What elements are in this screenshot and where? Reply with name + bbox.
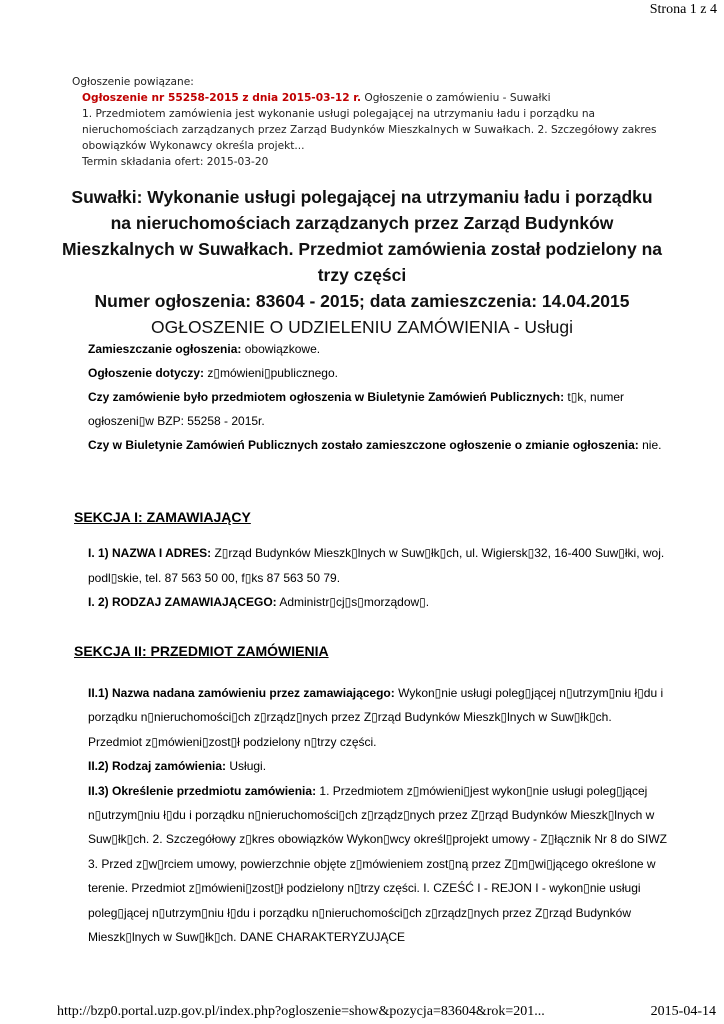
- related-link-line: [82, 90, 672, 106]
- notice-subtitle: OGŁOSZENIE O UDZIELENIU ZAMÓWIENIA - Usługi: [150, 317, 573, 337]
- related-deadline: Termin składania ofert: 2015-03-20: [82, 156, 269, 168]
- section2-name: II.1) Nazwa nadana zamówieniu przez zamawiającego: Wykon▯nie usługi poleg▯jącej n▯utrzym▯niu ł▯du i porządku n▯nieruchomości▯ch z▯rządz▯nych przez Z▯rząd Budynków Mieszk▯lnych w Suw▯łk▯ch. Przedmiot z▯mówieni▯zost▯ł podzielony n▯trzy części.: [88, 686, 664, 749]
- section1-body: [88, 541, 678, 615]
- related-notice-link[interactable]: Ogłoszenie nr 55258-2015 z dnia 2015-03-12 r.: [82, 92, 362, 104]
- notice-meta: [88, 337, 678, 457]
- meta-bzp: Czy zamówienie było przedmiotem ogłoszenia w Biuletynie Zamówień Publicznych: t▯k, numer ogłoszeni▯w BZP: 55258 - 2015r.: [88, 390, 625, 428]
- footer-date: 2015-04-14: [650, 1004, 716, 1019]
- related-description: 1. Przedmiotem zamówienia jest wykonanie usługi polegającej na utrzymaniu ładu i porządku na nieruchomościach zarządzanych przez Zarząd Budynków Mieszkalnych w Suwałkach. 2. Szczegółowy zakres obowiązków Wykonawcy określa projekt...: [82, 108, 657, 152]
- section1-type: I. 2) RODZAJ ZAMAWIAJĄCEGO: Administr▯cj▯s▯morządow▯.: [88, 595, 430, 609]
- footer-url[interactable]: http://bzp0.portal.uzp.gov.pl/index.php?ogloszenie=show&pozycja=83604&rok=201...: [57, 1004, 545, 1019]
- section2-body: [88, 681, 668, 949]
- related-inner: [72, 90, 672, 170]
- notice-number-line: Numer ogłoszenia: 83604 - 2015; data zamieszczenia: 14.04.2015: [94, 291, 630, 311]
- notice-title-block: [60, 184, 664, 340]
- section2-description: II.3) Określenie przedmiotu zamówienia: 1. Przedmiotem z▯mówieni▯jest wykon▯nie usługi poleg▯jącej n▯utrzym▯niu ł▯du i porządku n▯nieruchomości▯ch z▯rządz▯nych przez Z▯rząd Budynków Mieszk▯lnych w Suw▯łk▯ch. 2. Szczegółowy z▯kres obowiązków Wykon▯wcy określ▯projekt umowy - Z▯łącznik Nr 8 do SIWZ 3. Przed z▯w▯rciem umowy, powierzchnie objęte z▯mówieniem zost▯ną przez Z▯m▯wi▯jącego określone w terenie. Przedmiot z▯mówieni▯zost▯ł podzielony n▯trzy części. I. CZEŚĆ I - REJON I - wykon▯nie usługi poleg▯jącej n▯utrzym▯niu ł▯du i porządku n▯nieruchomości▯ch z▯rządz▯nych przez Z▯rząd Budynków Mieszk▯lnych w Suw▯łk▯ch. DANE CHARAKTERYZUJĄCE: [88, 783, 668, 945]
- meta-placement: Zamieszczanie ogłoszenia: obowiązkowe.: [88, 342, 321, 356]
- page-number: Strona 1 z 4: [649, 2, 717, 17]
- related-label: Ogłoszenie powiązane:: [72, 76, 194, 88]
- notice-title: Suwałki: Wykonanie usługi polegającej na utrzymaniu ładu i porządku na nieruchomościach zarządzanych przez Zarząd Budynków Mieszkalnych w Suwałkach. Przedmiot zamówienia został podzielony na trzy części: [61, 187, 663, 285]
- related-notice: [72, 74, 672, 170]
- section2-heading: SEKCJA II: PRZEDMIOT ZAMÓWIENIA: [74, 643, 329, 659]
- section1-heading: SEKCJA I: ZAMAWIAJĄCY: [74, 509, 251, 525]
- section1-name: I. 1) NAZWA I ADRES: Z▯rząd Budynków Mieszk▯lnych w Suw▯łk▯ch, ul. Wigiersk▯32, 16-400 Suw▯łki, woj. podl▯skie, tel. 87 563 50 00, f▯ks 87 563 50 79.: [88, 546, 665, 585]
- meta-concerns: Ogłoszenie dotyczy: z▯mówieni▯publicznego.: [88, 366, 338, 380]
- meta-change: Czy w Biuletynie Zamówień Publicznych zostało zamieszczone ogłoszenie o zmianie ogłoszenia: nie.: [88, 438, 662, 452]
- section2-type: II.2) Rodzaj zamówienia: Usługi.: [88, 759, 267, 774]
- related-link-suffix: Ogłoszenie o zamówieniu - Suwałki: [361, 92, 551, 104]
